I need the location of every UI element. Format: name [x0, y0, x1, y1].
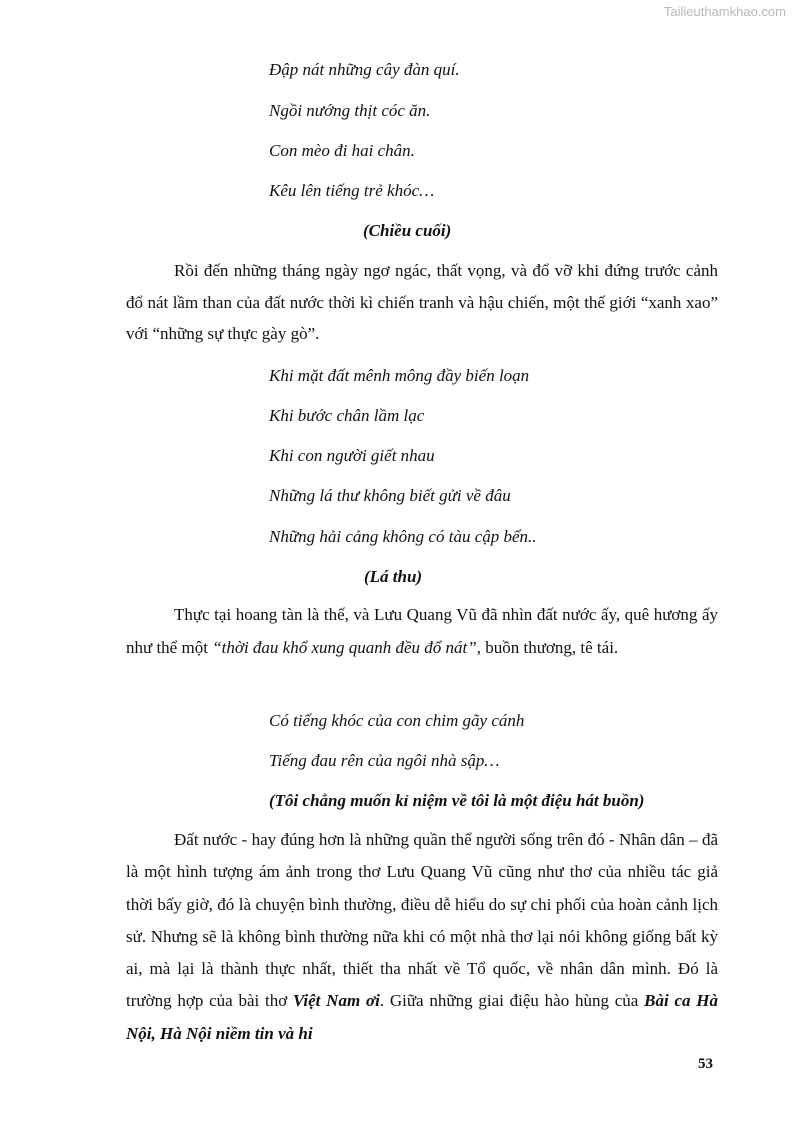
verse-line: Những lá thư không biết gửi về đâu: [269, 486, 511, 505]
text-run: Đất nước - hay đúng hơn là những quần thể người sống trên đó - Nhân dân – đã là một hình tượng ám ảnh trong thơ Lưu Quang Vũ cũng như thơ của nhiều tác giả thời bấy giờ, đó là chuyện bình thường, điều dễ hiểu do sự chi phối của hoàn cảnh lịch sử. Nhưng sẽ là không bình thường nữa khi có một nhà thơ lại nói không giống bất kỳ ai, mà lại là thành thực nhất, thiết tha nhất về Tổ quốc, về nhân dân mình. Đó là trường hợp của bài thơ: [126, 830, 718, 1011]
paragraph-text: [126, 599, 718, 664]
paragraph: [126, 599, 718, 664]
work-title: Bài ca Hà Nội, Hà Nội niềm tin và hi: [126, 991, 718, 1043]
paragraph-text: Rồi đến những tháng ngày ngơ ngác, thất vọng, và đổ vỡ khi đứng trước cảnh đổ nát lầm than của đất nước thời kì chiến tranh và hậu chiến, một thế giới “xanh xao” với “những sự thực gày gò”.: [126, 261, 718, 344]
text-run: . Giữa những giai điệu hào hùng của: [379, 991, 645, 1011]
quote-text: “thời đau khổ xung quanh đều đổ nát”: [212, 637, 477, 657]
verse-line: Có tiếng khóc của con chim gãy cánh: [269, 711, 525, 730]
verse-line: Kêu lên tiếng trẻ khóc…: [269, 181, 435, 200]
verse-line: Ngồi nướng thịt cóc ăn.: [269, 101, 431, 120]
text-run: Thực tại hoang tàn là thế, và Lưu Quang Vũ đã nhìn đất nước ấy, quê hương ấy như thể một: [126, 605, 718, 657]
verse-line: Khi con người giết nhau: [269, 446, 435, 465]
verse-line: Khi bước chân lầm lạc: [269, 406, 425, 425]
paragraph: [126, 824, 718, 1050]
page-number: 53: [698, 1056, 713, 1072]
watermark: Tailieuthamkhao.com: [663, 4, 786, 19]
verse-line: Khi mặt đất mênh mông đầy biến loạn: [269, 366, 530, 385]
paragraph: [126, 255, 718, 350]
poem-title: (Chiều cuối): [363, 221, 452, 240]
verse-line: Tiếng đau rên của ngôi nhà sập…: [269, 751, 500, 770]
verse-line: Con mèo đi hai chân.: [269, 141, 415, 160]
poem-title: (Tôi chẳng muốn kỉ niệm về tôi là một điệu hát buồn): [269, 791, 645, 810]
poem-title: (Lá thu): [364, 567, 423, 586]
verse-line: Đập nát những cây đàn quí.: [269, 60, 460, 79]
paragraph-text: [126, 824, 718, 1050]
work-title: Việt Nam ơi: [293, 991, 380, 1011]
text-run: , buồn thương, tê tái.: [476, 637, 619, 657]
verse-line: Những hải cảng không có tàu cập bến..: [269, 527, 537, 546]
